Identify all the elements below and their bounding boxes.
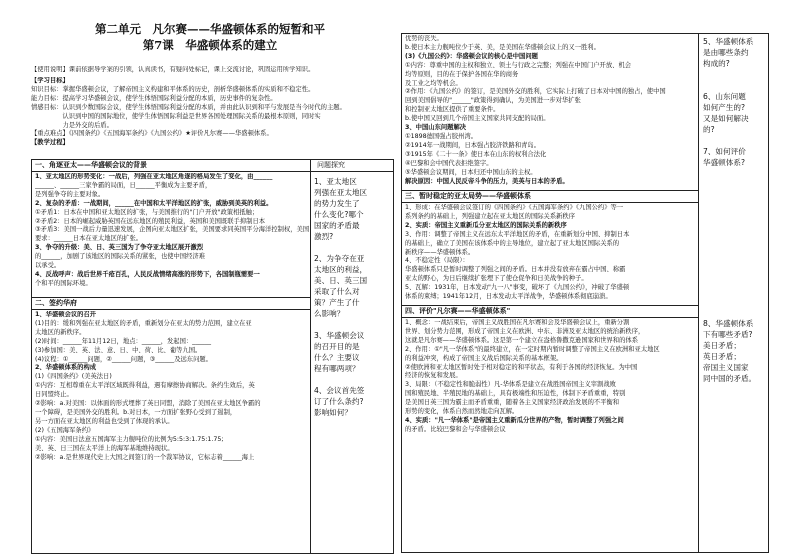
question-column-right-lower: 8、华盛顿体系 下有哪些矛盾? 美日矛盾； 英日矛盾； 帝国主义国家 同中国的矛盾。 [703, 319, 757, 383]
section2-body: 1、华盛顿会议的召开 (1)目的：缓和列强在亚太地区的矛盾，重新划分在亚太的势力范围，建立在亚 太地区的新秩序。 (2)时间：______年11月12日，地点：______，发起国：______ (3)参加国：美、英、法、意、日、中、荷、比、葡等九国。 (4)议程：①______问题，②______问题，③______及远东问题。 2、华盛顿体系的构成 (1)《四国条约》(美英法日) ①内容：互相尊重在太平洋区域既得利益，遇有摩擦协商解决。条约生效后，英 日同盟终止。 ②影响：a.对美国：以体面的形式埋葬了英日同盟，消除了美国在亚太地区争霸的 一个障碍，是美国外交的胜利。b.对日本，一方面扩张野心受到了遏制， 另一方面在亚太地区的利益也受到了体现的承认。 (2)《五国海军条约》 ①内容：美国日法意五国海军主力舰吨位的比例为5:5:3:1.75:1.75; 美、英、日三国在太平洋上的海军基地维持现状。 ②影响：a.是世界现代史上大国之间签订的一个裁军协议，它标志着______海上 [35, 311, 261, 461]
section3-title: 三、暂时稳定的亚太局势——华盛顿体系 [405, 192, 531, 200]
section1-title: 一、角逐亚太——华盛顿会议的背景 [35, 161, 147, 169]
section1-body: 1、亚太地区的形势变化：一战后，列强在亚太地区角逐的格局发生了变化，由______ ______、______三家争霸的局面，日______平衡成为主要矛盾， 是列强争夺的主要对象。 2、复杂的矛盾：一战期间，______在中国和太平洋地区的扩张，威胁到美英的利益。 ①矛盾1：日本在中国和亚太地区的扩张，与美国推行的"门户开放"政策相抵触； ②矛盾2：日本的崛起威胁英国在远东地区的殖民利益，英国和美国既联手抑制日本 ③矛盾3：美国一战后力量迅速发展，企图向亚太地区扩张，美国要求同英国平分海洋控制权，美国 要求：______日本在亚太地区的扩张。 3、争夺的升级：美、日、英三国为了争夺亚太地区展开激烈 的______，加剧了该地区的国际关系的紧张，也使中国经济难 以承受。 4、反战呼声：战后世界千疮百孔，人民反战情绪高涨的形势下，各国制瓶需要一 个和平的国际环境。 [35, 173, 309, 287]
treaty-continuation: 优势的丧失。 b.使日本主力舰吨位少于英、美，是美国在华盛顿会议上的又一胜利。 (3)《九国公约》：华盛顿会议的核心是中国问题 ①内容：尊重中国的主权和独立、领土与行政之完整；列强在中国门户开放、机会 均等原则，目的在于保护各国在华的商务 及工业之均等机会。 ②作用：《九国公约》的签订，是美国外交的胜利，它实际上打破了日本对中国的独占，使中国 回到美国倡导的"______"政策得到确认，为美国进一步对华扩张 和控制亚太地区提供了重要条件。 b.使中国又回到几个帝国主义国家共同支配的局面。 3、中国山东问题解决 ①1898德国强占胶州湾。 ②1914年一战期间，日本强占胶济铁路和青岛。 ③1915年《二十一条》使日本在山东的权利合法化 ④巴黎和会中国代表拒绝签字。 ⑤华盛顿会议期间，日本归还中国山东的主权。 解决原因：中国人民反帝斗争的压力，美英与日本的矛盾。 [405, 35, 666, 185]
lesson-title: 第7课 华盛顿体系的建立 [142, 38, 278, 52]
question-column-right: 5、华盛顿体系 是由哪些条约 构成的? 6、山东问题 如何产生的? 又是如何解决 的? 7、如何评价 华盛顿体系? [703, 37, 754, 167]
usage-note: 【使用说明】课前依据导学案的引领，认真读书，有疑问处标记，课上交流讨论，巩固运用所学知识。 [31, 66, 315, 73]
section4-title: 四、评价"凡尔赛——华盛顿体系" [405, 307, 511, 315]
section4-body: 1、概念：一战结束后，帝国主义战胜国在凡尔赛和会及华盛顿会议上，重新分割 世界、划分势力范围，形成了帝国主义在欧洲、中东、非洲及亚太地区的统治新秩序， 这就是凡尔赛——华盛顿体系。这是第一个建立在盎格鲁撒克逊国家和世界和的体系 2、作用：①"凡一华体系"的最终建立，在一定时期内暂时调整了帝国主义在欧洲和亚太地区 的利益冲突，构成了帝国主义战后国际关系的基本框架。 ②使欧洲和亚太地区暂时处于相对稳定的和平状态，有利于各国的经济恢复。为中国 经济的恢复和发展。 3、局限：（不稳定性和脆弱性）凡-华体系是建立在战胜国帝国主义宰割战败 国和殖民地、半殖民地的基础上，具有极端性和压迫性，体制下矛盾重重，特别 是美国日英三国为霸主而矛盾重重，随着各主义国家经济政治发展的不平衡和 形势的变化，体系自然而然地走向瓦解。 4、实质："凡一华体系"是帝国主义重新瓜分世界的产物，暂时调整了列强之间 的矛盾。比较巴黎和会与华盛顿会议 [405, 319, 660, 433]
section2-title: 二、签约华府 [35, 299, 77, 307]
right-table [401, 33, 769, 553]
question-column-left: 1、亚太地区 列强在亚太地区 的势力发生了 什么变化?哪个 国家的矛盾最 激烈? 2、为争夺在亚 太地区的利益， 美、日、英三国 采取了什么对 策？产生了什 么影响？ 3、华盛顿会议 的召开目的是 什么？主要议 程有哪两项？ 4、会议首先签 订了什么条约? 影响如何？ [314, 177, 368, 417]
section3-body: 1、形成：在华盛顿会议签订的《四国条约》《五国海军条约》《九国公约》等一 系列条约的基础上，列强建立起在亚太地区的国际关系新秩序 2、实质：帝国主义重新瓜分亚太地区的国际关系的新秩序 3、作用：调整了帝国主义在远东太平洋地区的矛盾，在重新划分中国、抑制日本 的基础上，确立了美国在该体系中的主导地位，建立起了亚太地区国际关系的 新秩序——华盛顿体系。 4、不稳定性（局限）： 华盛顿体系只是暂时调整了列强之间的矛盾。日本并没有放弃在霸占中国、称霸 亚太的野心，为日后继续扩张埋下了使仓促争和日美战争的种子。 5、瓦解：1931年，日本发动"九一八"事变，破坏了《九国公约》，冲破了华盛顿 体系的束缚；1941年12月，日本发动太平洋战争，华盛顿体系彻底崩溃。 [405, 204, 630, 301]
unit-title: 第二单元 凡尔赛——华盛顿体系的短暂和平 [95, 22, 325, 36]
left-table [31, 159, 394, 554]
learning-goals: 【学习目标】 知识目标：掌握华盛顿会议，了解帝国主义构建和平体系的历史，剖析华盛顿体系的实质和不稳定性。 能力目标：提高学习华盛顿会议，使学生体悟国际利益分配的本质，历史事件的复杂性。 情感目标：认识到少数国际会议，使学生体悟国际利益分配的本质，并由此认识到和平与发展是当今时代的主题。 认识到中国的国际地位，使学生体悟国际利益是世界各国处理国际关系的最根本原则，同时实 力是外交的后盾。 【重点难点】《四国条约》《五国海军条约》《九国公约》★评价凡尔赛——华盛顿体系。 【教学过程】 [31, 77, 346, 147]
qcol1-title: 问题探究 [317, 161, 345, 169]
